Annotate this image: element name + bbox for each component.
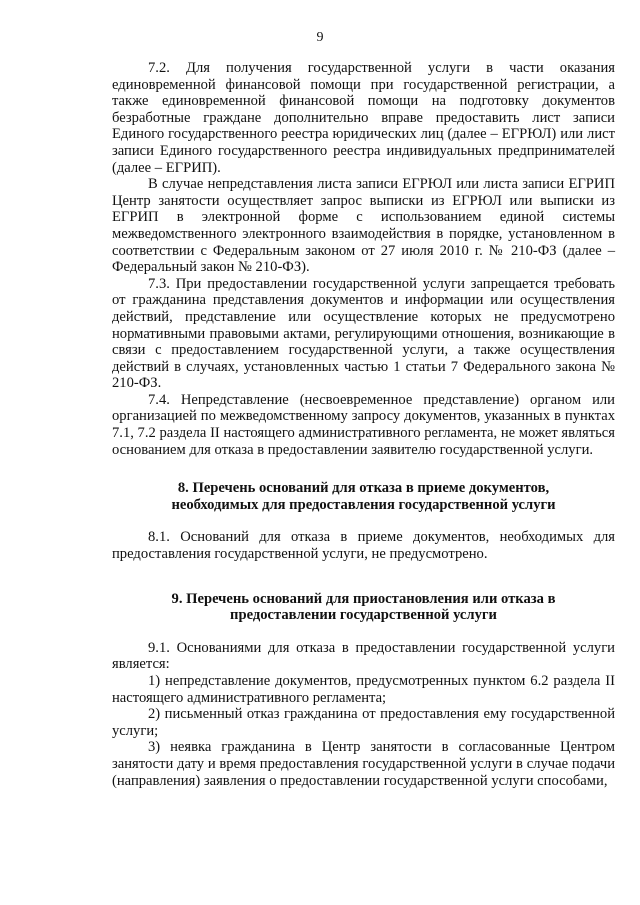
list-item-1: 1) непредставление документов, предусмотренных пунктом 6.2 раздела II настоящего административного регламента;	[112, 673, 615, 706]
paragraph-7-3: 7.3. При предоставлении государственной услуги запрещается требовать от гражданина представления документов и информации или осуществления действий, представление или осуществление которых не предусмотрено нормативными правовыми актами, регулирующими отношения, возникающие в связи с предоставлением государственной услуги, а также осуществления действий в случаях, установленных частью 1 статьи 7 Федерального закона № 210-ФЗ.	[112, 275, 615, 392]
section-8-heading-line2: необходимых для предоставления государственной услуги	[171, 496, 556, 513]
paragraph-9-1: 9.1. Основаниями для отказа в предоставлении государственной услуги является:	[112, 639, 615, 673]
page-number: 9	[316, 30, 324, 45]
paragraph-8-1: 8.1. Оснований для отказа в приеме документов, необходимых для предоставления государственной услуги, не предусмотрено.	[112, 529, 615, 563]
section-9-heading-line1: 9. Перечень оснований для приостановления или отказа в	[171, 590, 556, 607]
paragraph-egrip-request: В случае непредставления листа записи ЕГРЮЛ или листа записи ЕГРИП Центр занятости осуществляет запрос выписки из ЕГРЮЛ или выписки из ЕГРИП в электронной форме с использованием единой системы межведомственного электронного взаимодействия в порядке, установленном в соответствии с Федеральным законом от 27 июля 2010 г. № 210-ФЗ (далее – Федеральный закон № 210-ФЗ).	[112, 176, 615, 276]
paragraph-7-4: 7.4. Непредставление (несвоевременное представление) органом или организацией по межведомственному запросу документов, указанных в пунктах 7.1, 7.2 раздела II настоящего административного регламента, не может являться основанием для отказа в предоставлении заявителю государственной услуги.	[112, 391, 615, 458]
list-item-2: 2) письменный отказ гражданина от предоставления ему государственной услуги;	[112, 706, 615, 739]
section-9-heading-line2: предоставлении государственной услуги	[230, 607, 497, 624]
section-8-heading-line1: 8. Перечень оснований для отказа в приеме документов,	[177, 480, 550, 497]
document-body	[112, 60, 615, 789]
list-item-3: 3) неявка гражданина в Центр занятости в согласованные Центром занятости дату и время предоставления государственной услуги в случае подачи (направления) заявления о предоставлении государственной услуги способами,	[112, 739, 615, 789]
paragraph-7-2: 7.2. Для получения государственной услуги в части оказания единовременной финансовой помощи при государственной регистрации, а также единовременной финансовой помощи на подготовку документов безработные граждане дополнительно вправе предоставить лист записи Единого государственного реестра юридических лиц (далее – ЕГРЮЛ) или лист записи Единого государственного реестра индивидуальных предпринимателей (далее – ЕГРИП).	[112, 60, 615, 176]
